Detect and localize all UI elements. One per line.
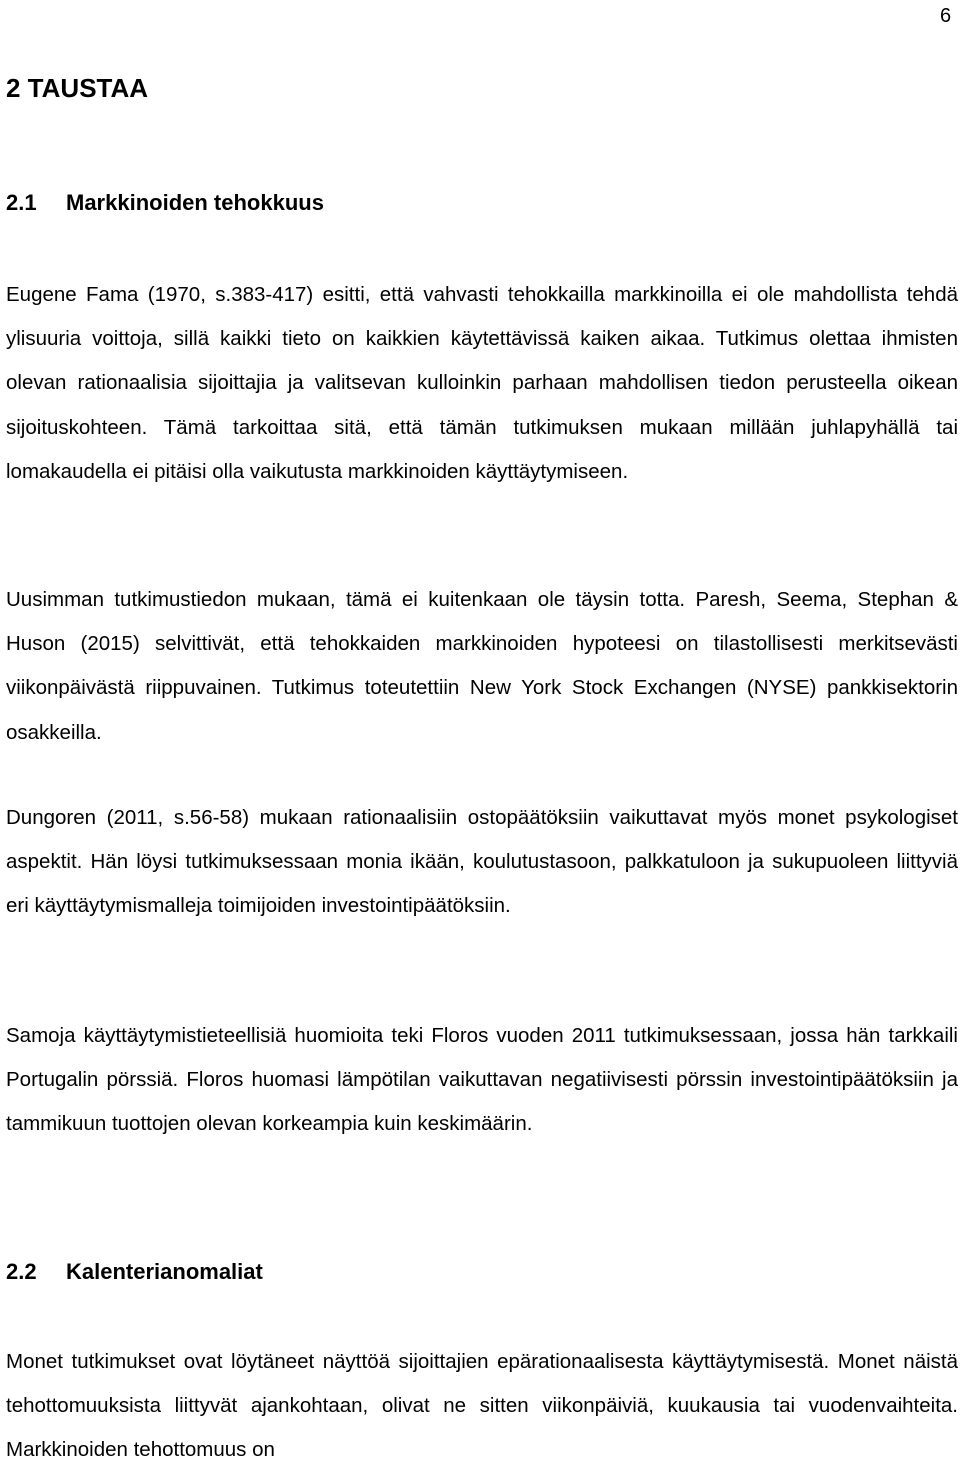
paragraph: Dungoren (2011, s.56-58) mukaan rationaalisiin ostopäätöksiin vaikuttavat myös monet psykologiset aspektit. Hän löysi tutkimuksessaan monia ikään, koulutustasoon, palkkatuloon ja sukupuoleen liittyviä eri käyttäytymismalleja toimijoiden investointipäätöksiin. xyxy=(6,806,958,918)
paragraph: Samoja käyttäytymistieteellisiä huomioita teki Floros vuoden 2011 tutkimuksessaan, jossa hän tarkkaili Portugalin pörssiä. Floros huomasi lämpötilan vaikuttavan negatiivisesti pörssin investointipäätöksiin ja tammikuun tuottojen olevan korkeampia kuin keskimäärin. xyxy=(6,1024,958,1136)
section-title: 2 TAUSTAA xyxy=(6,73,149,103)
subsection-number: 2.1 xyxy=(6,190,37,215)
page-number: 6 xyxy=(940,5,952,27)
subsection-number: 2.2 xyxy=(6,1259,37,1284)
subsection-title: Kalenterianomaliat xyxy=(66,1259,263,1284)
subsection-heading-2-2 xyxy=(6,1257,263,1287)
paragraph: Uusimman tutkimustiedon mukaan, tämä ei kuitenkaan ole täysin totta. Paresh, Seema, Stephan & Huson (2015) selvittivät, että tehokkaiden markkinoiden hypoteesi on tilastollisesti merkitsevästi viikonpäivästä riippuvainen. Tutkimus toteutettiin New York Stock Exchangen (NYSE) pankkisektorin osakkeilla. xyxy=(6,588,958,744)
subsection-heading-2-1 xyxy=(6,188,324,218)
paragraph: Eugene Fama (1970, s.383-417) esitti, että vahvasti tehokkailla markkinoilla ei ole mahdollista tehdä ylisuuria voittoja, sillä kaikki tieto on kaikkien käytettävissä kaiken aikaa. Tutkimus olettaa ihmisten olevan rationaalisia sijoittajia ja valitsevan kulloinkin parhaan mahdollisen tiedon perusteella oikean sijoituskohteen. Tämä tarkoittaa sitä, että tämän tutkimuksen mukaan millään juhlapyhällä tai lomakaudella ei pitäisi olla vaikutusta markkinoiden käyttäytymiseen. xyxy=(6,283,958,483)
paragraph: Monet tutkimukset ovat löytäneet näyttöä sijoittajien epärationaalisesta käyttäytymisestä. Monet näistä tehottomuuksista liittyvät ajankohtaan, olivat ne sitten viikonpäiviä, kuukausia tai vuodenvaihteita. Markkinoiden tehottomuus on xyxy=(6,1350,958,1462)
subsection-title: Markkinoiden tehokkuus xyxy=(66,190,324,215)
